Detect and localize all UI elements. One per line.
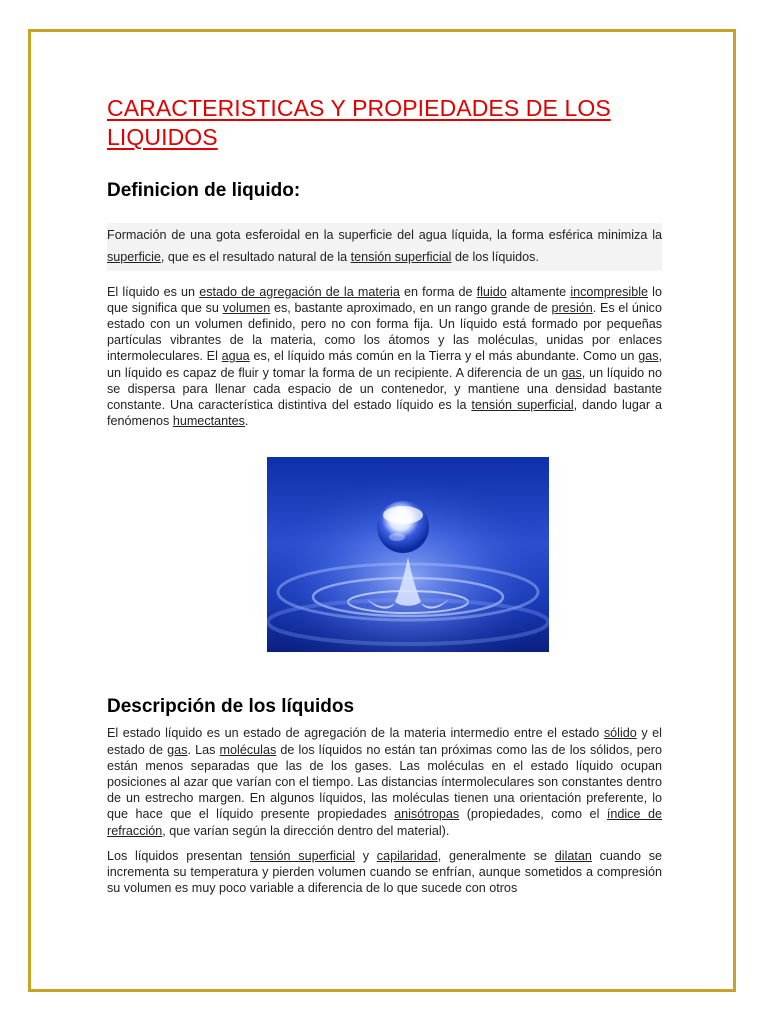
definition-paragraph: El líquido es un estado de agregación de la materia en forma de fluido altamente incompresible lo que significa que su volumen es, bastante aproximado, en un rango grande de presión. Es el único estado con un volumen definido, pero no con forma fija. Un líquido está formado por pequeñas partículas vibrantes de la materia, como los átomos y las moléculas, unidas por enlaces intermoleculares. El agua es, el líquido más común en la Tierra y el más abundante. Como un gas, un líquido es capaz de fluir y tomar la forma de un recipiente. A diferencia de un gas, un líquido no se dispersa para llenar cada espacio de un contenedor, y mantiene una densidad bastante constante. Una característica distintiva del estado líquido es la tensión superficial, dando lugar a fenómenos humectantes. [107,284,663,429]
document-title: CARACTERISTICAS Y PROPIEDADES DE LOS LIQUIDOS [107,95,611,150]
hyperlink[interactable]: gas [167,742,188,757]
hyperlink[interactable]: gas [638,349,659,364]
intro-paragraph: Formación de una gota esferoidal en la superficie del agua líquida, la forma esférica minimiza la superficie, que es el resultado natural de la tensión superficial de los líquidos. [107,223,662,271]
hyperlink[interactable]: incompresible [570,284,649,299]
description-paragraph-2: Los líquidos presentan tensión superficial y capilaridad, generalmente se dilatan cuando se incrementa su temperatura y pierden volumen cuando se enfrían, aunque sometidos a compresión su volumen es muy poco variable a diferencia de lo que sucede con otros [107,848,662,896]
hyperlink[interactable]: agua [221,349,250,364]
hyperlink[interactable]: tensión superficial [471,398,574,413]
document-content [107,94,662,896]
hyperlink[interactable]: estado de agregación de la materia [199,284,400,299]
hyperlink[interactable]: tensión superficial [350,250,452,264]
section-heading-definicion: Definicion de liquido: [107,180,301,201]
hyperlink[interactable]: sólido [603,726,637,741]
hyperlink[interactable]: gas [561,365,582,380]
water-drop-photo [267,457,549,652]
hyperlink[interactable]: volumen [222,300,271,315]
hyperlink[interactable]: dilatan [554,848,592,863]
section-heading-descripcion: Descripción de los líquidos [107,696,355,718]
hyperlink[interactable]: fluido [476,284,507,299]
hyperlink[interactable]: tensión superficial [249,848,356,863]
hyperlink[interactable]: moléculas [219,742,277,757]
hyperlink[interactable]: capilaridad [376,848,438,863]
description-paragraph-1: El estado líquido es un estado de agregación de la materia intermedio entre el estado sólido y el estado de gas. Las moléculas de los líquidos no están tan próximas como las de los sólidos, pero están menos separadas que las de los gases. Las moléculas en el estado líquido ocupan posiciones al azar que varían con el tiempo. Las distancias íntermoleculares son constantes dentro de un estrecho margen. En algunos líquidos, las moléculas tienen una orientación preferente, lo que hace que el líquido presente propiedades anisótropas (propiedades, como el índice de refracción, que varían según la dirección dentro del material). [107,726,662,838]
hyperlink[interactable]: humectantes [172,414,245,429]
hyperlink[interactable]: presión [551,300,593,315]
hyperlink[interactable]: anisótropas [394,807,460,822]
hyperlink[interactable]: superficie [107,250,161,264]
hyperlink[interactable]: índice de refracción [107,807,662,838]
